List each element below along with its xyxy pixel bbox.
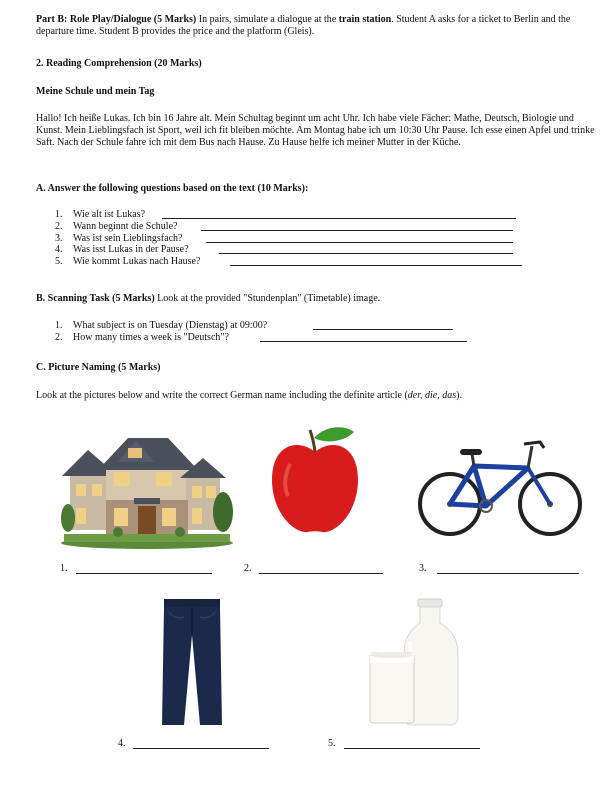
question-text: Wie kommt Lukas nach Hause?	[73, 256, 201, 268]
question-text: What subject is on Tuesday (Dienstag) at 09:00?	[73, 320, 268, 331]
part-c-articles: der, die, das	[407, 390, 457, 401]
part-c-instructions	[36, 390, 602, 402]
picture-answer-line[interactable]	[76, 563, 212, 574]
part-c-intro-b: ).	[456, 390, 462, 401]
question-item: 5. Wie kommt Lukas nach Hause?	[55, 256, 200, 268]
reading-passage: Hallo! Ich heiße Lukas. Ich bin 16 Jahre alt. Mein Schultag beginnt um acht Uhr. Ich habe viele Fächer: Mathe, Deutsch, Biologie und Kunst. Mein Lieblingsfach ist Sport, weil ich fit bleiben möchte. Am Montag habe ich um 10:30 Uhr Pause. Ich esse einen Apfel und trinke Saft. Nach der Schule fahre ich mit dem Bus nach Hause. Zu Hause helfe ich meiner Mutter in der Küche.	[36, 113, 595, 149]
bicycle-picture	[416, 434, 584, 540]
part-c-intro-a: Look at the pictures below and write the correct German name including the definite article (	[36, 390, 408, 401]
reading-text-title: Meine Schule und mein Tag	[36, 86, 155, 97]
question-item: 2. Wann beginnt die Schule?	[55, 221, 200, 233]
picture-answer-line[interactable]	[259, 563, 383, 574]
answer-line[interactable]	[260, 332, 467, 342]
roleplay-instructions	[36, 14, 602, 38]
part-b-intro: Look at the provided "Stundenplan" (Timetable) image.	[154, 293, 381, 304]
answer-line[interactable]	[313, 320, 453, 330]
item-number: 5.	[328, 738, 336, 749]
question-text: Wann beginnt die Schule?	[73, 220, 178, 232]
reading-section-title: 2. Reading Comprehension (20 Marks)	[36, 58, 202, 69]
apple-picture	[268, 424, 362, 536]
item-number: 1.	[60, 563, 68, 574]
roleplay-text-a: In pairs, simulate a dialogue at the	[196, 14, 339, 25]
milk-picture	[366, 597, 462, 729]
trousers-picture	[158, 597, 226, 727]
question-item: 1. Wie alt ist Lukas?	[55, 209, 200, 221]
part-a-title: A. Answer the following questions based on the text (10 Marks):	[36, 183, 309, 194]
question-text: How many times a week is "Deutsch"?	[73, 331, 229, 343]
question-item: 4. Was isst Lukas in der Pause?	[55, 244, 200, 256]
answer-line[interactable]	[206, 233, 513, 243]
question-text: Was isst Lukas in der Pause?	[73, 244, 189, 256]
answer-line[interactable]	[219, 244, 513, 254]
part-c-title: C. Picture Naming (5 Marks)	[36, 362, 161, 373]
question-text: Wie alt ist Lukas?	[73, 209, 146, 220]
part-b-title: B. Scanning Task (5 Marks)	[36, 293, 155, 304]
roleplay-text-b: . Student A asks for a ticket to Berlin and the departure time. Student B provides the price and the platform (Gleis).	[36, 14, 571, 38]
picture-answer-line[interactable]	[344, 738, 480, 749]
item-number: 4.	[118, 738, 126, 749]
question-text: Was ist sein Lieblingsfach?	[73, 232, 183, 244]
part-b-question-list	[55, 320, 267, 344]
item-number: 3.	[419, 563, 427, 574]
answer-line[interactable]	[162, 209, 516, 219]
question-item: 3. Was ist sein Lieblingsfach?	[55, 233, 200, 245]
question-item: 2. How many times a week is "Deutsch"?	[55, 332, 267, 344]
question-item: 1. What subject is on Tuesday (Dienstag) at 09:00?	[55, 320, 267, 332]
house-picture	[58, 428, 236, 552]
roleplay-place: train station	[338, 14, 392, 25]
picture-answer-line[interactable]	[437, 563, 579, 574]
part-b-instructions	[36, 293, 602, 305]
answer-line[interactable]	[230, 256, 522, 266]
answer-line[interactable]	[201, 221, 513, 231]
picture-answer-line[interactable]	[133, 738, 269, 749]
part-a-question-list	[55, 209, 200, 268]
roleplay-title: Part B: Role Play/Dialogue (5 Marks)	[36, 14, 197, 25]
item-number: 2.	[244, 563, 252, 574]
